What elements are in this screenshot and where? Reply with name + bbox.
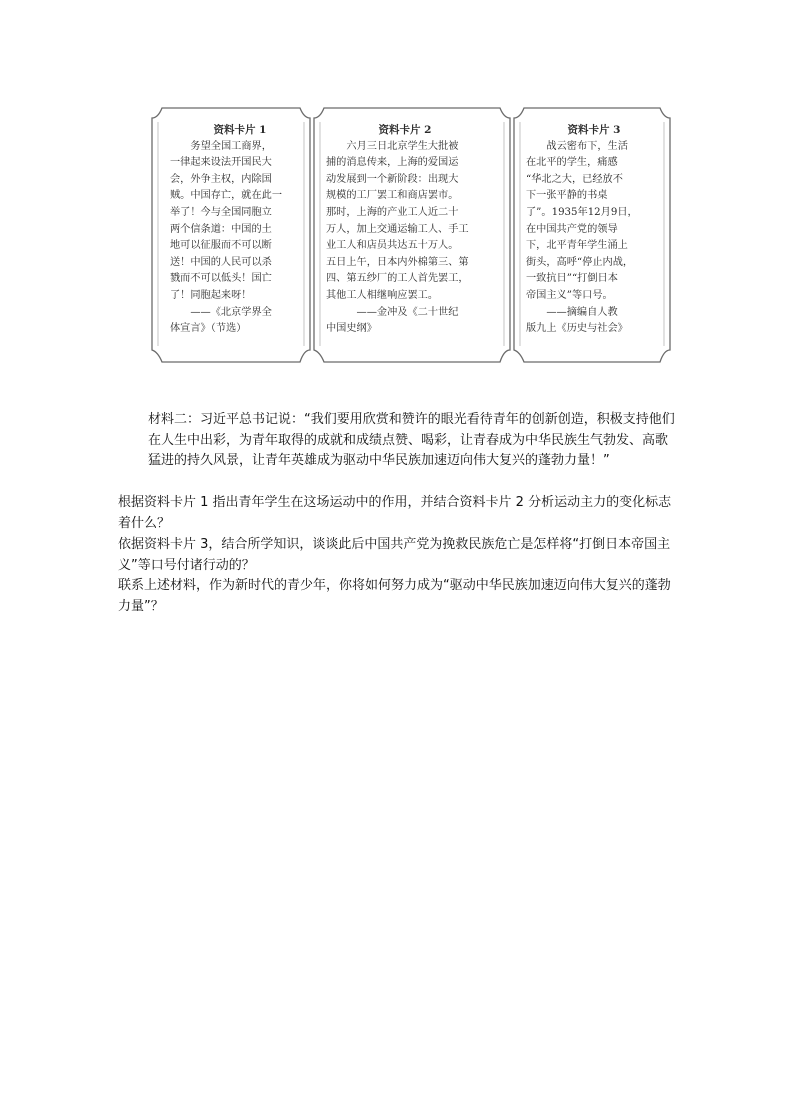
material-2-paragraph: 材料二：习近平总书记说：“我们要用欣赏和赞许的眼光看待青年的创新创造，积极支持他们在人生中出彩，为青年取得的成就和成绩点赞、喝彩，让青春成为中华民族生气勃发、高歌猛进的持久风景，让青年英雄成为驱动中华民族加速迈向伟大复兴的蓬勃力量！” — [148, 412, 675, 468]
card-3 — [526, 122, 662, 338]
card-1-source: ——《北京学界全 体宣言》（节选） — [170, 306, 272, 335]
card-2 — [326, 122, 484, 338]
card-1-title: 资料卡片 1 — [213, 124, 267, 136]
card-1 — [170, 122, 310, 338]
question-2: 依据资料卡片 3，结合所学知识，谈谈此后中国共产党为挽救民族危亡是怎样将“打倒日本帝国主义”等口号付诸行动的？ — [118, 537, 671, 573]
material-cards — [148, 100, 676, 376]
question-3: 联系上述材料，作为新时代的青少年，你将如何努力成为“驱动中华民族加速迈向伟大复兴的蓬勃力量”？ — [118, 578, 671, 614]
card-3-source: ——摘编自人教 版九上《历史与社会》 — [526, 306, 628, 335]
question-1: 根据资料卡片 1 指出青年学生在这场运动中的作用，并结合资料卡片 2 分析运动主力的变化标志着什么？ — [118, 495, 672, 531]
card-3-title: 资料卡片 3 — [567, 124, 621, 136]
card-2-source: ——金冲及《二十世纪 中国史纲》 — [326, 306, 459, 335]
card-2-title: 资料卡片 2 — [378, 124, 432, 136]
card-3-body: 战云密布下，生活 在北平的学生，痛感 “华北之大，已经放不 下一张平静的书桌 了”。1935年12月9日， 在中国共产党的领导 下，北平青年学生涌上 街头，高呼“停止内战， 一致抗日”“打倒日本 帝国主义”等口号。 — [526, 140, 638, 301]
card-1-body: 务望全国工商界， 一律起来设法开国民大 会，外争主权，内除国 贼。中国存亡，就在此一 举了！今与全国同胞立 两个信条道：中国的土 地可以征服而不可以断 送！中国的人民可以杀 戮而不可以低头！国亡 了！同胞起来呀！ — [170, 140, 283, 301]
card-2-body: 六月三日北京学生大批被 捕的消息传来，上海的爱国运 动发展到一个新阶段：出现大 规模的工厂罢工和商店罢市。 那时，上海的产业工人近二十 万人，加上交通运输工人、手工 业工人和店员共达五十万人。 五日上午，日本内外棉第三、第 四、第五纱厂的工人首先罢工， 其他工人相继响应罢工。 — [326, 140, 469, 301]
